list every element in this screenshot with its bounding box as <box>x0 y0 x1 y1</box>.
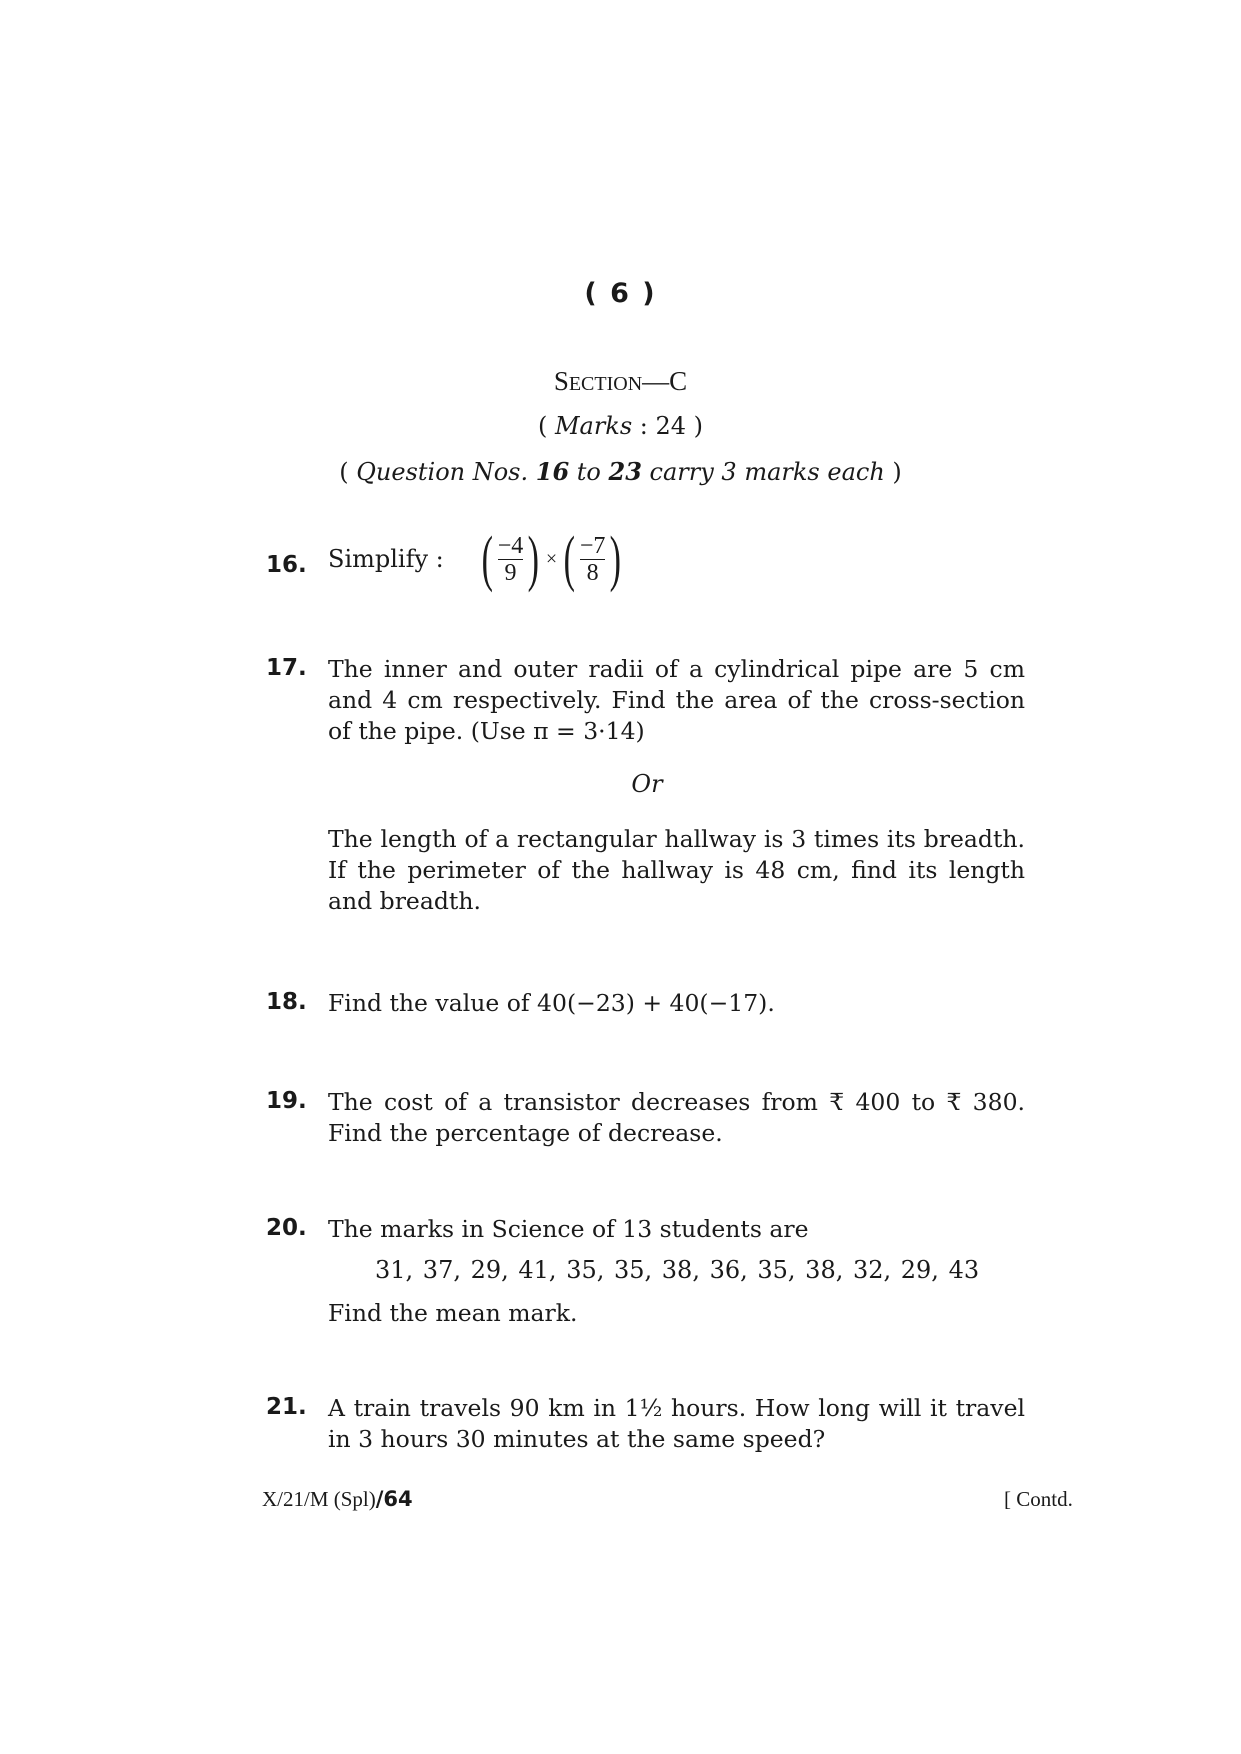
question-17-number: 17. <box>266 655 307 681</box>
section-title-suffix: —C <box>642 366 688 396</box>
question-19-text: The cost of a transistor decreases from ₹ 400 to ₹ 380. Find the percentage of decrease. <box>328 1088 1025 1147</box>
instruction-close: ) <box>884 458 902 486</box>
section-instruction <box>0 457 1241 486</box>
fraction-1-numerator: −4 <box>497 532 524 559</box>
fraction-2 <box>580 533 606 586</box>
left-paren-icon: ( <box>481 525 494 593</box>
question-18-text: Find the value of 40(−23) + 40(−17). <box>328 989 775 1017</box>
fraction-1-denominator: 9 <box>504 559 517 586</box>
section-title-smallcaps: ECTION <box>568 373 643 395</box>
instruction-text-a: Question Nos. <box>356 458 536 486</box>
fraction-2-numerator: −7 <box>579 532 606 559</box>
question-21-text: A train travels 90 km in 1½ hours. How long will it travel in 3 hours 30 minutes at the same speed? <box>328 1394 1025 1453</box>
instruction-open: ( <box>339 458 357 486</box>
question-17-alternative: The length of a rectangular hallway is 3 times its breadth. If the perimeter of the hallway is 48 cm, find its length and breadth. <box>328 825 1025 915</box>
section-marks <box>0 412 1241 440</box>
fraction-2-denominator: 8 <box>586 559 599 586</box>
question-17-or: Or <box>631 770 663 798</box>
instruction-text-e: carry 3 marks each <box>641 458 885 486</box>
instruction-first-question: 16 <box>535 457 570 486</box>
section-title <box>0 366 1241 397</box>
marks-open: ( <box>537 412 555 440</box>
marks-value: : 24 ) <box>632 412 704 440</box>
paper-code-number: /64 <box>375 1487 413 1511</box>
fraction-1 <box>498 533 524 586</box>
multiply-sign: × <box>545 547 558 570</box>
footer-paper-code <box>262 1487 413 1512</box>
right-paren-icon: ) <box>527 525 540 593</box>
question-19-number: 19. <box>266 1088 307 1114</box>
footer-contd: [ Contd. <box>1004 1487 1073 1511</box>
section-title-initial: S <box>553 366 569 396</box>
question-18-number: 18. <box>266 989 307 1015</box>
question-21-number: 21. <box>266 1394 307 1420</box>
question-20-data: 31, 37, 29, 41, 35, 35, 38, 36, 35, 38, 32, 29, 43 <box>375 1256 980 1284</box>
page-number: ( 6 ) <box>584 278 657 309</box>
left-paren-icon: ( <box>563 525 576 593</box>
question-16-text: Simplify : <box>328 545 444 573</box>
question-16-number: 16. <box>266 552 307 578</box>
question-17-text: The inner and outer radii of a cylindrical pipe are 5 cm and 4 cm respectively. Find the area of the cross-section of the pipe. (Use π = 3·14) <box>328 655 1025 745</box>
marks-label: Marks <box>554 412 633 440</box>
paper-code-prefix: X/21/M (Spl) <box>262 1487 376 1511</box>
question-20-number: 20. <box>266 1215 307 1241</box>
question-20-tail: Find the mean mark. <box>328 1299 578 1327</box>
instruction-last-question: 23 <box>608 457 642 486</box>
question-16 <box>328 525 626 593</box>
question-20-text: The marks in Science of 13 students are <box>328 1215 809 1243</box>
instruction-text-c: to <box>569 458 609 486</box>
right-paren-icon: ) <box>610 525 622 593</box>
